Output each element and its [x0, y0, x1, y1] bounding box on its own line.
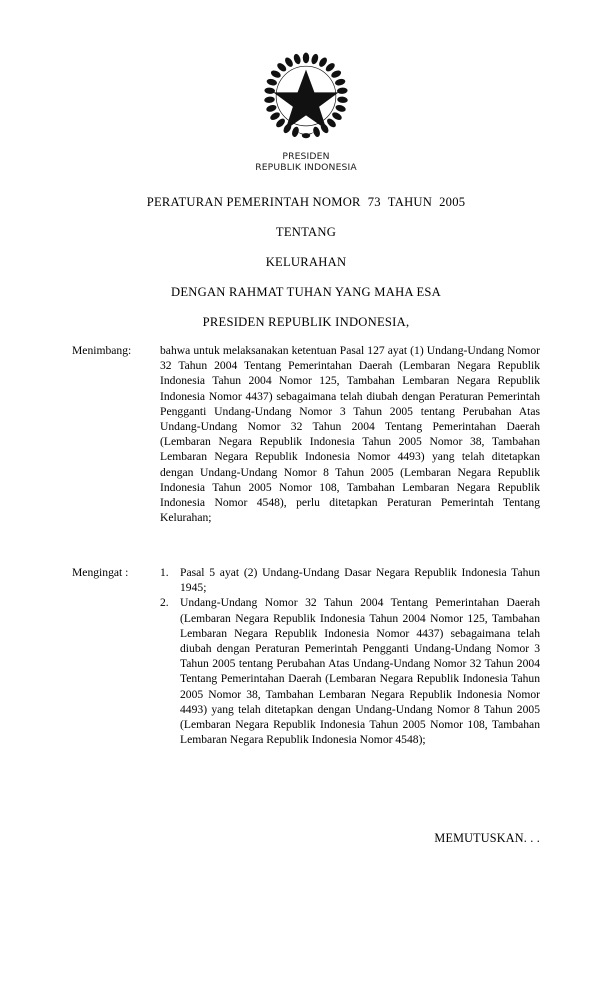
regulation-number: 73 — [367, 195, 381, 209]
garuda-star-wreath-emblem-icon — [257, 52, 355, 144]
list-item — [160, 565, 540, 595]
presidential-emblem-block — [0, 52, 612, 174]
list-item-number: 1. — [160, 566, 169, 579]
emblem-caption-line1: PRESIDEN — [282, 151, 330, 162]
list-item-text: Undang-Undang Nomor 32 Tahun 2004 Tentang Pemerintahan Daerah (Lembaran Negara Republik Indonesia Tahun 2004 Nomor 125, Tambahan Lembaran Negara Republik Indonesia Nomor 4437) sebagaimana telah diubah dengan Peraturan Pemerintah Pengganti Undang-Undang Nomor 3 Tahun 2005 tentang Perubahan Atas Undang-Undang Nomor 32 Tahun 2004 Tentang Pemerintahan Daerah (Lembaran Negara Republik Indonesia Tahun 2005 Nomor 38, Tambahan Lembaran Negara Republik Indonesia Nomor 4493) yang telah ditetapkan dengan Undang-Undang Nomor 8 Tahun 2005 (Lembaran Negara Republik Indonesia Tahun 2005 Nomor 108, Tambahan Lembaran Negara Republik Indonesia Nomor 4548); — [180, 596, 540, 747]
emblem-caption — [0, 151, 612, 174]
list-item-text: Pasal 5 ayat (2) Undang-Undang Dasar Negara Republik Indonesia Tahun 1945; — [180, 566, 540, 595]
title-subject: KELURAHAN — [265, 255, 347, 269]
regulation-year: 2005 — [439, 195, 466, 209]
list-item-number: 2. — [160, 596, 169, 610]
mengingat-label: Mengingat : — [72, 566, 129, 579]
mengingat-list — [160, 565, 540, 747]
title-issuer: PRESIDEN REPUBLIK INDONESIA, — [202, 315, 410, 329]
regulation-number-line — [0, 195, 612, 209]
regulation-year-label: TAHUN — [387, 195, 433, 209]
mengingat-clause — [72, 565, 540, 747]
emblem-caption-line2: REPUBLIK INDONESIA — [255, 162, 357, 174]
menimbang-text: bahwa untuk melaksanakan ketentuan Pasal 127 ayat (1) Undang-Undang Nomor 32 Tahun 2004 Tentang Pemerintahan Daerah (Lembaran Negara Republik Indonesia Tahun 2004 Nomor 125, Tambahan Lembaran Negara Republik Indonesia Nomor 4437) sebagaimana telah diubah dengan Peraturan Pemerintah Pengganti Undang-Undang Nomor 3 Tahun 2005 tentang Perubahan Atas Undang-Undang Nomor 32 Tahun 2004 Tentang Pemerintahan Daerah (Lembaran Negara Republik Indonesia Tahun 2005 Nomor 38, Tambahan Lembaran Negara Republik Indonesia Nomor 4493) yang telah ditetapkan dengan Undang-Undang Nomor 8 Tahun 2005 (Lembaran Negara Republik Indonesia Tahun 2005 Nomor 108, Tambahan Lembaran Negara Republik Indonesia Nomor 4548), perlu ditetapkan Peraturan Pemerintah Tentang Kelurahan; — [160, 344, 540, 525]
regulation-number-prefix: PERATURAN PEMERINTAH NOMOR — [146, 195, 361, 209]
menimbang-label: Menimbang: — [72, 344, 132, 357]
title-invocation: DENGAN RAHMAT TUHAN YANG MAHA ESA — [170, 285, 442, 299]
list-item — [160, 595, 540, 747]
title-tentang: TENTANG — [275, 225, 337, 239]
continuation-note: MEMUTUSKAN. . . — [434, 831, 540, 845]
menimbang-clause — [72, 343, 540, 525]
document-title-block — [0, 195, 612, 329]
